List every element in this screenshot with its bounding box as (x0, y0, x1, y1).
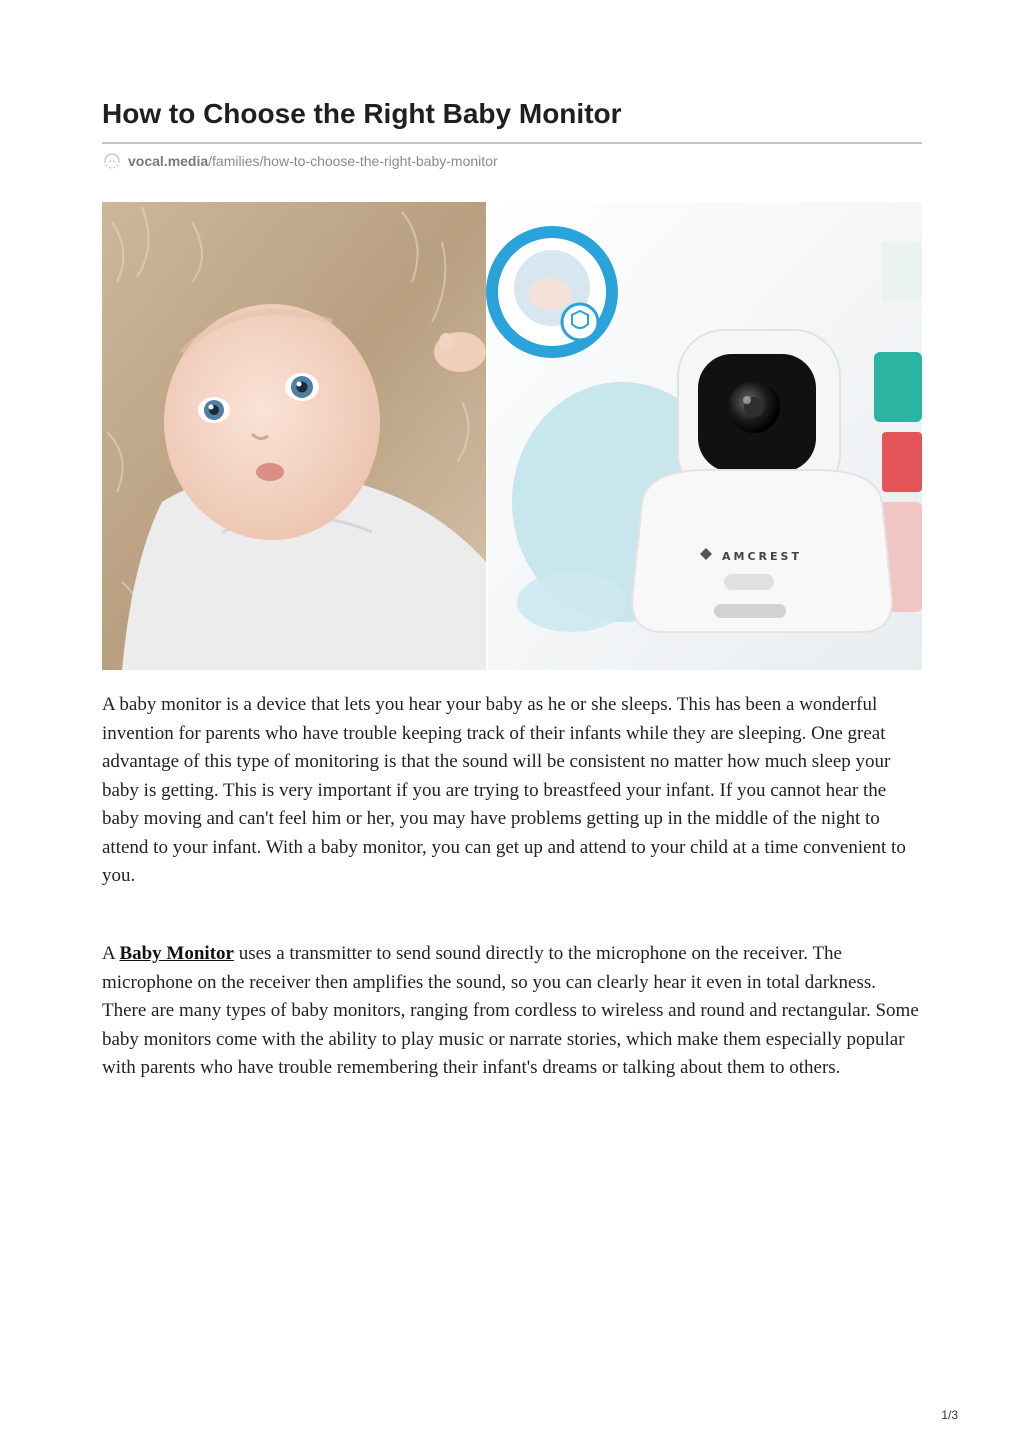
source-url[interactable] (102, 151, 498, 171)
article-title: How to Choose the Right Baby Monitor (102, 98, 622, 129)
baby-photo (102, 202, 486, 670)
hero-illustration (102, 202, 922, 670)
paragraph-prefix: A (102, 943, 120, 964)
paragraph-intro: A baby monitor is a device that lets you hear your baby as he or she sleeps. This has been a wonderful invention for parents who have trouble keeping track of their infants while they are sleeping. One great advantage of this type of monitoring is that the sound will be consistent no matter how much sleep your baby is getting. This is very important if you are trying to breastfeed your infant. If you cannot hear the baby moving and can't feel him or her, you may have problems getting up in the middle of the night to attend to your infant. With a baby monitor, you can get up and attend to your child at a time convenient to you. (102, 694, 906, 886)
camera-brand-text: AMCREST (722, 550, 802, 563)
baby-monitor-link[interactable]: Baby Monitor (119, 943, 234, 964)
hero-image (102, 202, 922, 670)
paragraph-body: uses a transmitter to send sound directly to the microphone on the receiver. The microphone on the receiver then amplifies the sound, so you can clearly hear it even in total darkness. There are many types of baby monitors, ranging from cordless to wireless and round and rectangular. Some baby monitors come with the ability to play music or narrate stories, which make them especially popular with parents who have trouble remembering their infant's dreams or talking about them to others. (102, 943, 919, 1078)
svg-text:••: •• (108, 158, 116, 166)
camera-photo (486, 202, 922, 670)
title-divider (102, 142, 922, 144)
favicon-icon (102, 151, 122, 171)
paragraph-transmitter (102, 940, 924, 1083)
source-domain[interactable]: vocal.media (128, 153, 209, 169)
source-path[interactable]: /families/how-to-choose-the-right-baby-monitor (208, 153, 498, 169)
page-number: 1/3 (941, 1408, 958, 1422)
